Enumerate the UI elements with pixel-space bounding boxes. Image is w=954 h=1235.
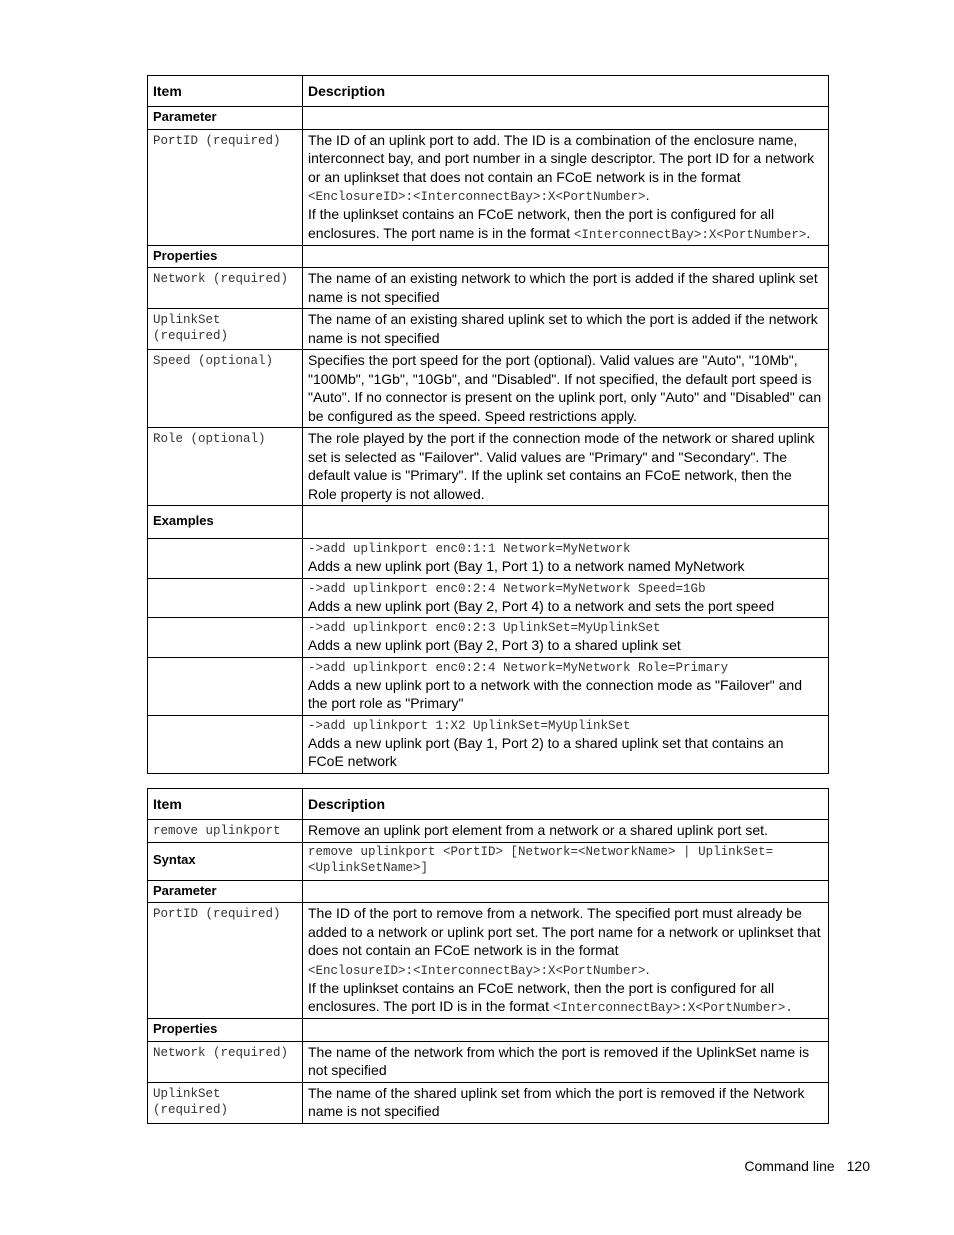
example-command: ->add uplinkport enc0:1:1 Network=MyNetwork bbox=[308, 542, 631, 556]
example-cell bbox=[303, 715, 829, 773]
example-command: ->add uplinkport 1:X2 UplinkSet=MyUplinkSet bbox=[308, 718, 631, 733]
command-description: Remove an uplink port element from a network or a shared uplink port set. bbox=[303, 820, 829, 843]
table-row bbox=[148, 539, 829, 579]
table-row bbox=[148, 903, 829, 1019]
properties-label: Properties bbox=[148, 245, 303, 268]
format-code: <EnclosureID>:<InterconnectBay>:X<PortNumber> bbox=[308, 963, 646, 978]
param-description: The ID of the port to remove from a network. The specified port must already be added to a network or uplink port set. The port name for a network or uplinkset that does not contain an FCoE network is in the format <EnclosureID>:<InterconnectBay>:X<PortNumber>. If the uplinkset contains an FCoE network, then the port is configured for all enclosures. The port ID is in the format <InterconnectBay>:X<PortNumber>. bbox=[303, 903, 829, 1019]
property-description: Specifies the port speed for the port (optional). Valid values are "Auto", "10Mb", "100Mb", "1Gb", "10Gb", and "Disabled". If not specified, the default port speed is "Auto". If no connector is present on the uplink port, only "Auto" and "Disabled" can be configured as the speed. Speed restrictions apply. bbox=[303, 350, 829, 428]
table-row bbox=[148, 1041, 829, 1082]
property-name: UplinkSet (required) bbox=[148, 309, 303, 350]
format-code: <EnclosureID>:<InterconnectBay>:X<PortNumber> bbox=[308, 190, 646, 204]
table-row bbox=[148, 350, 829, 428]
property-name: Role (optional) bbox=[148, 428, 303, 506]
param-name: PortID (required) bbox=[148, 903, 303, 1019]
table-row bbox=[148, 428, 829, 506]
format-code: <InterconnectBay>:X<PortNumber>. bbox=[552, 1001, 793, 1015]
table-row bbox=[148, 657, 829, 715]
example-cell bbox=[303, 578, 829, 618]
examples-label: Examples bbox=[148, 506, 303, 539]
example-description: Adds a new uplink port (Bay 2, Port 4) to a network and sets the port speed bbox=[308, 597, 775, 614]
footer-section-title: Command line bbox=[744, 1158, 835, 1174]
table-row bbox=[148, 1082, 829, 1123]
syntax-label: Syntax bbox=[148, 842, 303, 880]
properties-section-row bbox=[148, 245, 829, 268]
property-name: UplinkSet (required) bbox=[148, 1082, 303, 1123]
format-code: <InterconnectBay>:X<PortNumber> bbox=[573, 227, 807, 242]
property-name: Network (required) bbox=[148, 1041, 303, 1082]
parameter-section-row bbox=[148, 880, 829, 903]
parameter-section-row bbox=[148, 107, 829, 130]
example-description: Adds a new uplink port (Bay 1, Port 2) to a shared uplink set that contains an FCoE network bbox=[308, 734, 784, 769]
item-header: Item bbox=[148, 789, 303, 820]
property-description: The name of the network from which the port is removed if the UplinkSet name is not specified bbox=[303, 1041, 829, 1082]
add-uplinkport-table bbox=[147, 75, 829, 774]
example-description: Adds a new uplink port to a network with the connection mode as "Failover" and the port role as "Primary" bbox=[308, 676, 802, 711]
example-command: ->add uplinkport enc0:2:4 Network=MyNetwork Role=Primary bbox=[308, 660, 729, 675]
table-row bbox=[148, 578, 829, 618]
example-command: ->add uplinkport enc0:2:3 UplinkSet=MyUplinkSet bbox=[308, 621, 661, 635]
example-cell bbox=[303, 618, 829, 658]
syntax-value: remove uplinkport <PortID> [Network=<NetworkName> | UplinkSet=<UplinkSetName>] bbox=[303, 842, 829, 880]
parameter-label: Parameter bbox=[148, 880, 303, 903]
example-description: Adds a new uplink port (Bay 2, Port 3) to a shared uplink set bbox=[308, 637, 681, 653]
property-description: The name of the shared uplink set from which the port is removed if the Network name is not specified bbox=[303, 1082, 829, 1123]
remove-uplinkport-table bbox=[147, 788, 829, 1124]
example-cell bbox=[303, 657, 829, 715]
example-command: ->add uplinkport enc0:2:4 Network=MyNetwork Speed=1Gb bbox=[308, 581, 706, 596]
property-description: The name of an existing shared uplink set to which the port is added if the network name is not specified bbox=[303, 309, 829, 350]
table-header-row bbox=[148, 76, 829, 107]
syntax-row bbox=[148, 842, 829, 880]
examples-section-row bbox=[148, 506, 829, 539]
table-row bbox=[148, 820, 829, 843]
description-header: Description bbox=[303, 76, 829, 107]
command-name: remove uplinkport bbox=[148, 820, 303, 843]
table-row bbox=[148, 715, 829, 773]
table-row bbox=[148, 309, 829, 350]
example-cell bbox=[303, 539, 829, 579]
properties-section-row bbox=[148, 1019, 829, 1042]
table-row bbox=[148, 129, 829, 245]
param-description: The ID of an uplink port to add. The ID is a combination of the enclosure name, interconnect bay, and port number in a single descriptor. The port ID for a network or an uplinkset that does not contain an FCoE network is in the format <EnclosureID>:<InterconnectBay>:X<PortNumber>. If the uplinkset contains an FCoE network, then the port is configured for all enclosures. The port name is in the format <InterconnectBay>:X<PortNumber>. bbox=[303, 129, 829, 245]
param-name: PortID (required) bbox=[148, 129, 303, 245]
properties-label: Properties bbox=[148, 1019, 303, 1042]
table-row bbox=[148, 618, 829, 658]
property-description: The role played by the port if the connection mode of the network or shared uplink set is selected as "Failover". Valid values are "Primary" and "Secondary". The default value is "Primary". If the uplink set contains an FCoE network, then the Role property is not allowed. bbox=[303, 428, 829, 506]
table-header-row bbox=[148, 789, 829, 820]
property-description: The name of an existing network to which the port is added if the shared uplink set name is not specified bbox=[303, 268, 829, 309]
page-number: 120 bbox=[846, 1158, 870, 1174]
page-footer bbox=[700, 1158, 870, 1174]
parameter-label: Parameter bbox=[148, 107, 303, 130]
property-name: Network (required) bbox=[148, 268, 303, 309]
description-header: Description bbox=[303, 789, 829, 820]
example-description: Adds a new uplink port (Bay 1, Port 1) to a network named MyNetwork bbox=[308, 558, 745, 574]
table-row bbox=[148, 268, 829, 309]
item-header: Item bbox=[148, 76, 303, 107]
property-name: Speed (optional) bbox=[148, 350, 303, 428]
